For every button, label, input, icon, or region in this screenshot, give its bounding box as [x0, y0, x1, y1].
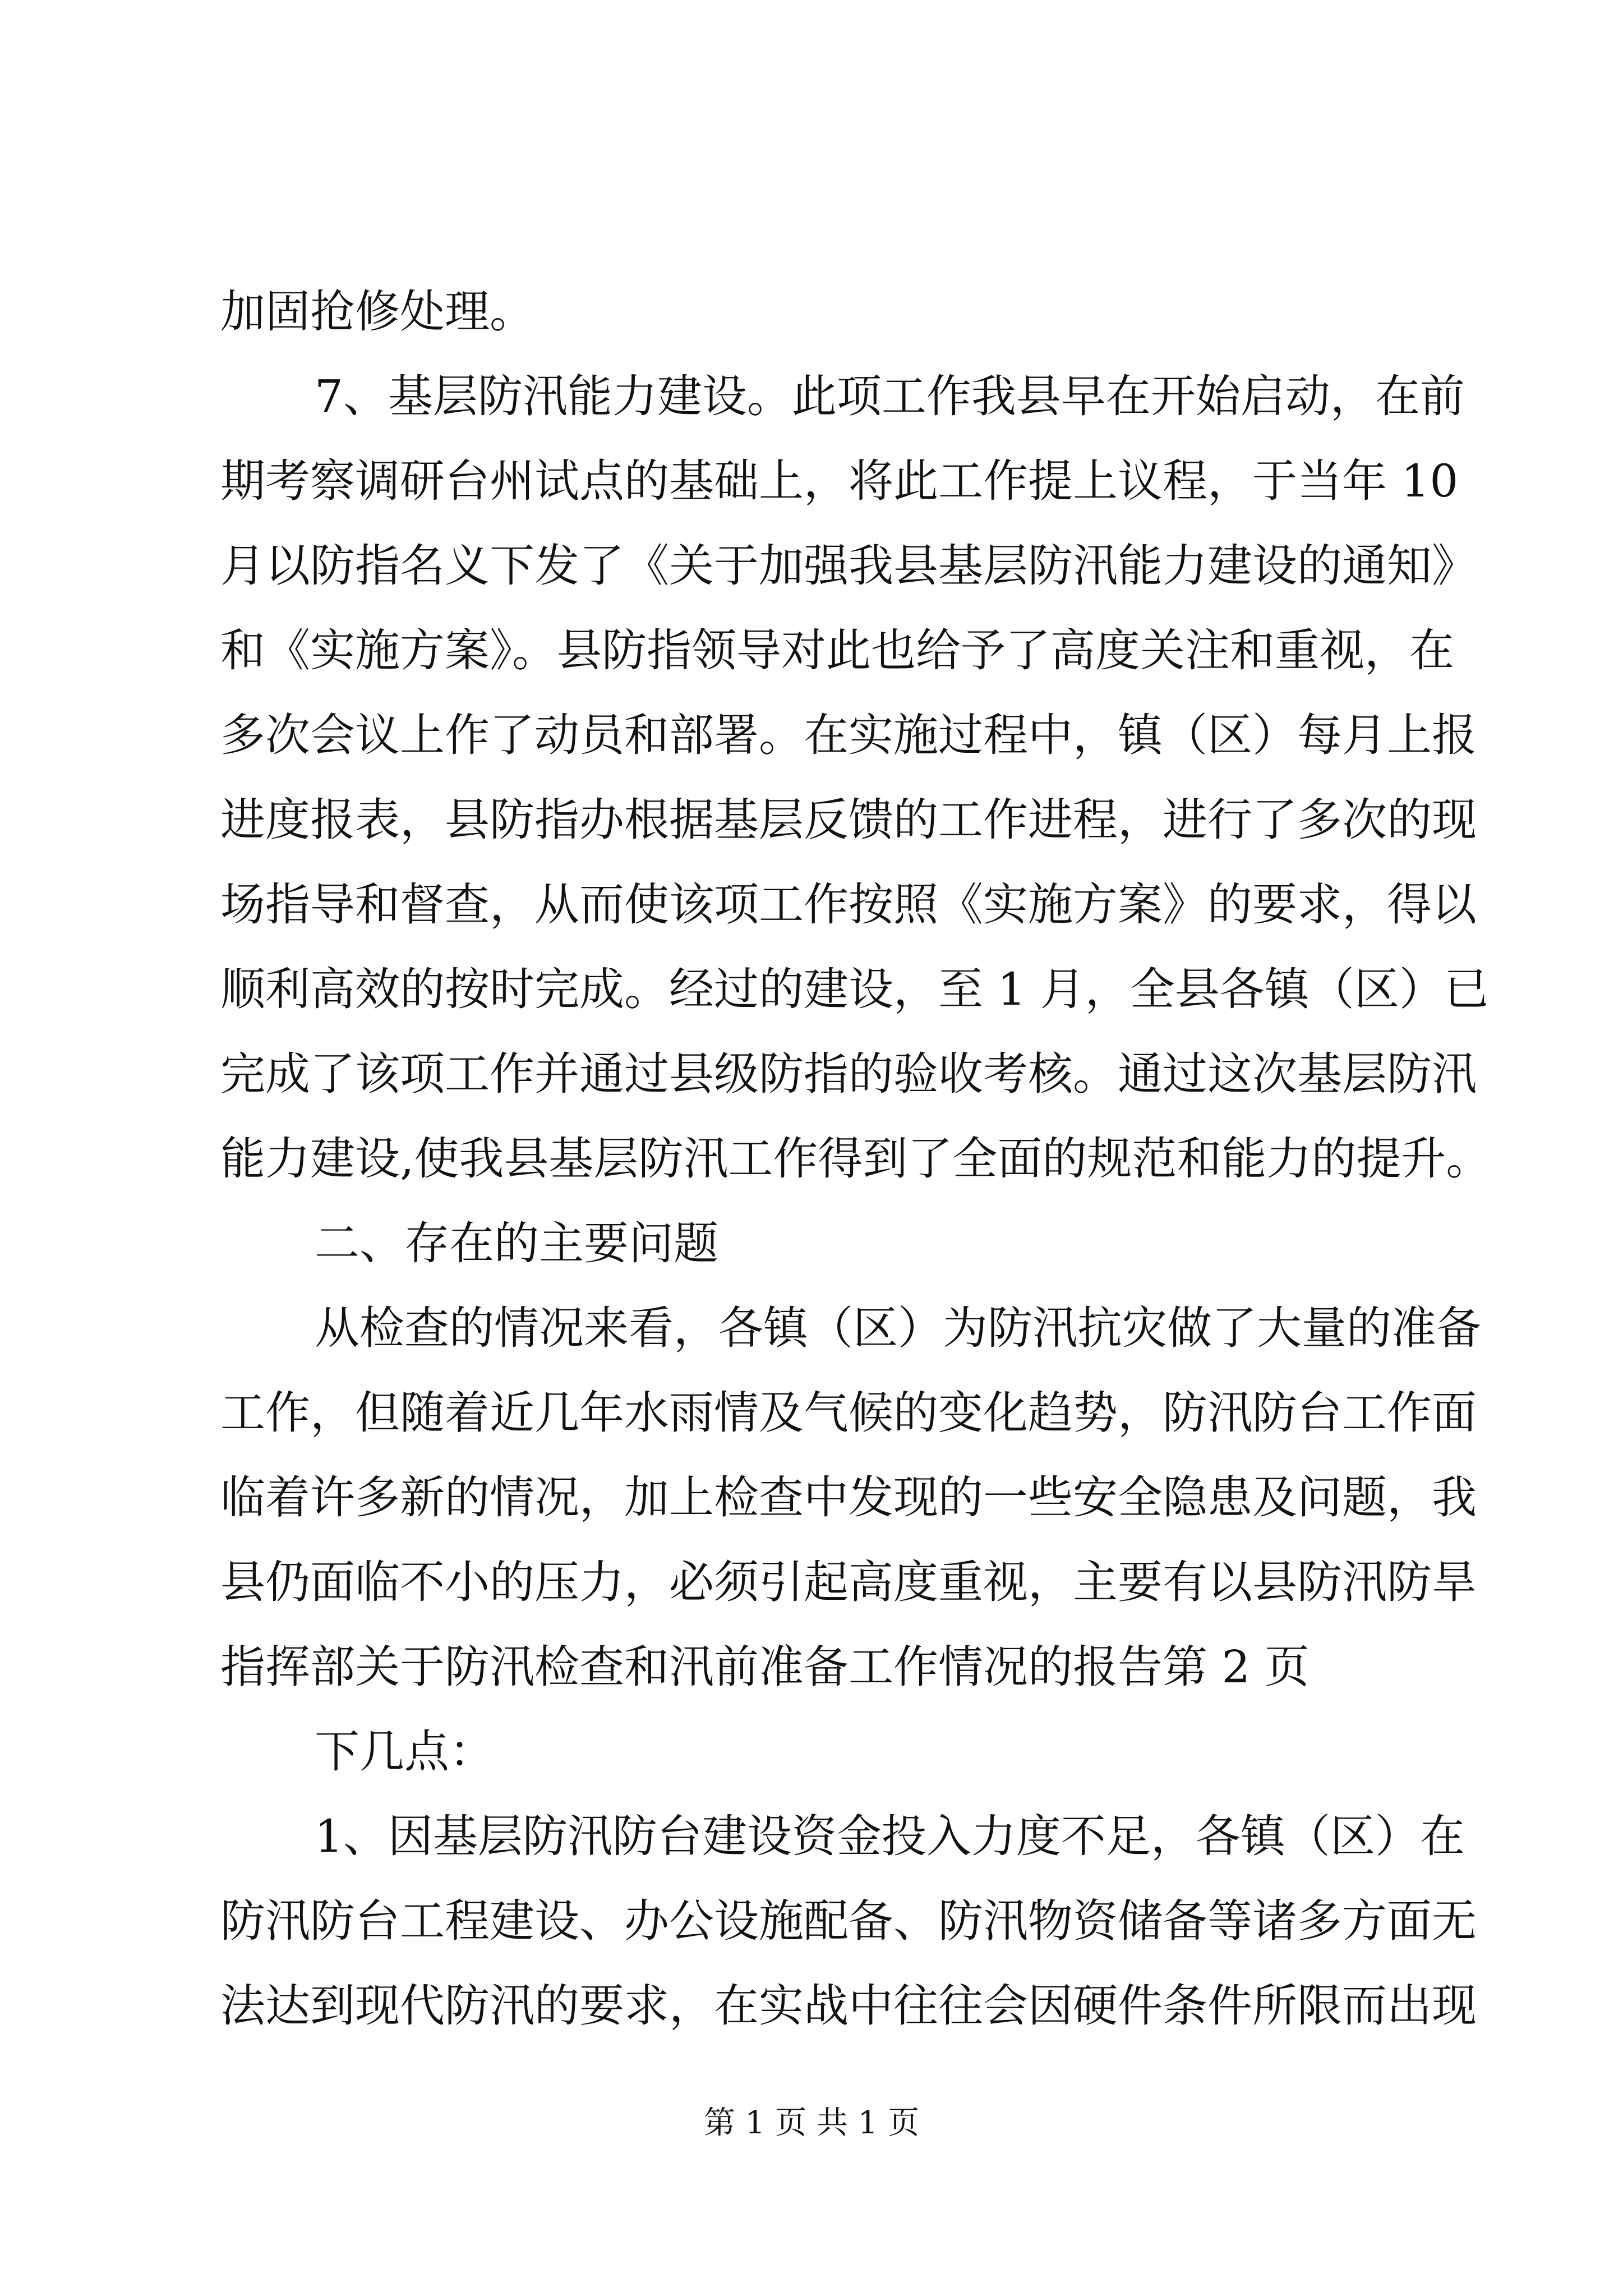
- body-line-10: 完成了该项工作并通过县级防指的验收考核。通过这次基层防汛: [220, 1048, 1477, 1100]
- body-line-8: 场指导和督查，从而使该项工作按照《实施方案》的要求，得以: [220, 878, 1477, 931]
- body-line-17: 指挥部关于防汛检查和汛前准备工作情况的报告第 2 页: [220, 1641, 1310, 1693]
- body-line-19: 1、因基层防汛防台建设资金投入力度不足，各镇（区）在: [315, 1810, 1465, 1862]
- body-line-13: 从检查的情况来看，各镇（区）为防汛抗灾做了大量的准备: [315, 1302, 1481, 1354]
- body-line-2: 7、基层防汛能力建设。此项工作我县早在开始启动，在前: [315, 370, 1465, 422]
- section-heading: 二、存在的主要问题: [315, 1217, 718, 1269]
- body-line-7: 进度报表，县防指办根据基层反馈的工作进程，进行了多次的现: [220, 794, 1477, 846]
- document-body: [220, 269, 1491, 2048]
- body-line-1: 加固抢修处理。: [220, 286, 534, 338]
- body-line-21: 法达到现代防汛的要求，在实战中往往会因硬件条件所限而出现: [220, 1980, 1477, 2032]
- body-line-9: 顺利高效的按时完成。经过的建设，至 1 月，全县各镇（区）已: [220, 963, 1489, 1015]
- body-line-18: 下几点：: [315, 1726, 494, 1778]
- body-line-5: 和《实施方案》。县防指领导对此也给予了高度关注和重视，在: [220, 624, 1454, 677]
- body-line-14: 工作，但随着近几年水雨情及气候的变化趋势，防汛防台工作面: [220, 1387, 1477, 1439]
- body-line-4: 月以防指名义下发了《关于加强我县基层防汛能力建设的通知》: [220, 540, 1477, 592]
- body-line-20: 防汛防台工程建设、办公设施配备、防汛物资储备等诸多方面无: [220, 1895, 1477, 1947]
- body-line-6: 多次会议上作了动员和部署。在实施过程中，镇（区）每月上报: [220, 709, 1477, 761]
- body-line-3: 期考察调研台州试点的基础上，将此工作提上议程，于当年 10: [220, 455, 1459, 507]
- body-line-15: 临着许多新的情况，加上检查中发现的一些安全隐患及问题，我: [220, 1471, 1477, 1524]
- body-line-11: 能力建设,使我县基层防汛工作得到了全面的规范和能力的提升。: [220, 1133, 1491, 1185]
- body-line-16: 县仍面临不小的压力，必须引起高度重视，主要有以县防汛防旱: [220, 1556, 1477, 1608]
- page-footer: 第 1 页 共 1 页: [703, 2105, 920, 2141]
